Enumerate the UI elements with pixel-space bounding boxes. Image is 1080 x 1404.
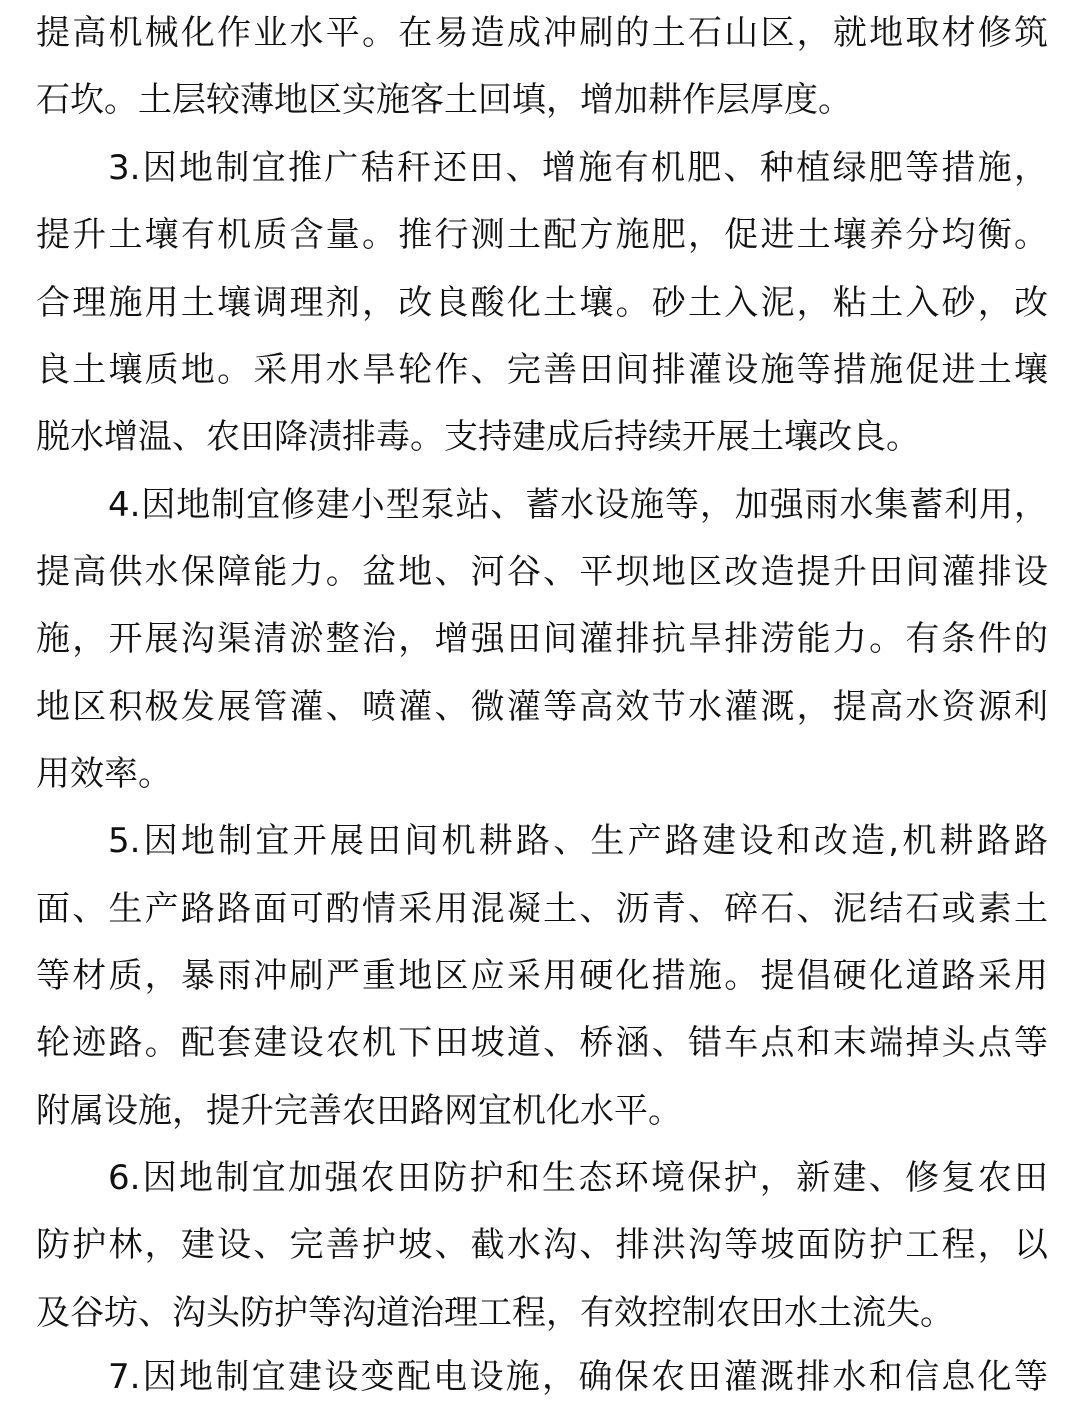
paragraph-5-start: 5.因地制宜开展田间机耕路、生产路建设和改造,机耕路路 — [108, 821, 1048, 861]
text-line: 防护林，建设、完善护坡、截水沟、排洪沟等坡面防护工程，以 — [36, 1225, 1048, 1265]
text-line: 地区积极发展管灌、喷灌、微灌等高效节水灌溉，提高水资源利 — [36, 687, 1048, 727]
text-line: 轮迹路。配套建设农机下田坡道、桥涵、错车点和末端掉头点等 — [36, 1023, 1048, 1063]
paragraph-6-start: 6.因地制宜加强农田防护和生态环境保护，新建、修复农田 — [108, 1158, 1048, 1198]
text-line: 良土壤质地。采用水旱轮作、完善田间排灌设施等措施促进土壤 — [36, 350, 1048, 390]
paragraph-4-start: 4.因地制宜修建小型泵站、蓄水设施等，加强雨水集蓄利用， — [108, 485, 1048, 525]
text-line: 施，开展沟渠清淤整治，增强田间灌排抗旱排涝能力。有条件的 — [36, 619, 1048, 659]
text-line: 脱水增温、农田降渍排毒。支持建成后持续开展土壤改良。 — [36, 417, 920, 457]
paragraph-3-start: 3.因地制宜推广秸秆还田、增施有机肥、种植绿肥等措施， — [108, 148, 1048, 188]
paragraph-7-start: 7.因地制宜建设变配电设施，确保农田灌溉排水和信息化等 — [108, 1357, 1048, 1397]
text-line: 提升土壤有机质含量。推行测土配方施肥，促进土壤养分均衡。 — [36, 215, 1048, 255]
text-line: 及谷坊、沟头防护等沟道治理工程，有效控制农田水土流失。 — [36, 1293, 954, 1333]
text-line: 提高机械化作业水平。在易造成冲刷的土石山区，就地取材修筑 — [36, 13, 1048, 53]
text-line: 石坎。土层较薄地区实施客土回填，增加耕作层厚度。 — [36, 80, 852, 120]
text-line: 合理施用土壤调理剂，改良酸化土壤。砂土入泥，粘土入砂，改 — [36, 283, 1048, 323]
text-line: 提高供水保障能力。盆地、河谷、平坝地区改造提升田间灌排设 — [36, 552, 1048, 592]
text-line: 等材质，暴雨冲刷严重地区应采用硬化措施。提倡硬化道路采用 — [36, 956, 1048, 996]
text-line: 附属设施，提升完善农田路网宜机化水平。 — [36, 1091, 682, 1131]
text-line: 用效率。 — [36, 754, 172, 794]
text-line: 面、生产路路面可酌情采用混凝土、沥青、碎石、泥结石或素土 — [36, 889, 1048, 929]
